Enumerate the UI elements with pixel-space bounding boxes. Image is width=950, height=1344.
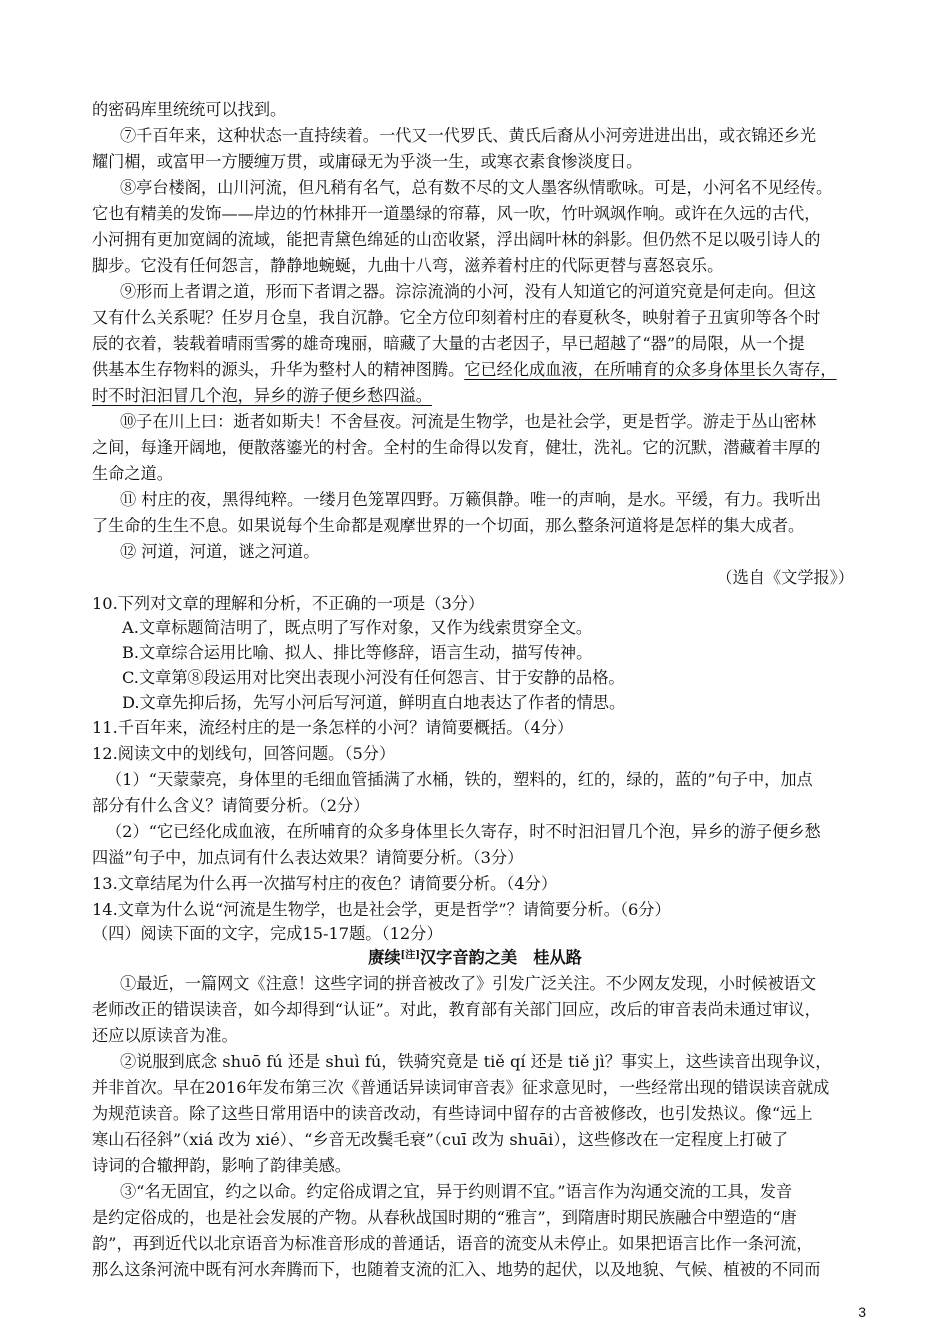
question-14: 14.文章为什么说“河流是生物学，也是社会学，更是哲学”？请简要分析。（6分）: [92, 900, 671, 919]
text-line: 老师改正的错误读音，如今却得到“认证”。对此，教育部有关部门回应，改后的审音表尚未通过审议，: [92, 1000, 821, 1019]
text-line: ⑩子在川上曰：逝者如斯夫！不舍昼夜。河流是生物学，也是社会学，更是哲学。游走于丛山密林: [120, 412, 817, 431]
source-citation: （选自《文学报》）: [716, 568, 854, 587]
text-line: 为规范读音。除了这些日常用语中的读音改动，有些诗词中留存的古音被修改，也引发热议。像“远上: [92, 1104, 813, 1123]
underlined-sentence: 它已经化成血液，在所哺育的众多身体里长久寄存，: [464, 360, 837, 379]
section-heading: （四）阅读下面的文字，完成15-17题。（12分）: [92, 924, 443, 943]
text-line: 并非首次。早在2016年发布第三次《普通话异读词审音表》征求意见时，一些经常出现的错误读音就成: [92, 1078, 830, 1097]
text-line: [92, 358, 837, 382]
text-line: 之间，每逢开阔地，便散落鎏光的村舍。全村的生命得以发育，健壮，洗礼。它的沉默，潜藏着丰厚的: [92, 438, 821, 457]
question-12-part-2: （2）“它已经化成血液，在所哺育的众多身体里长久寄存，时不时汩汩冒几个泡，异乡的游子便乡愁: [106, 822, 821, 841]
text-line: ⑦千百年来，这种状态一直持续着。一代又一代罗氏、黄氏后裔从小河旁进进出出，或衣锦还乡光: [120, 126, 817, 145]
text-line: 辰的衣着，装载着晴雨雪雾的雄奇瑰丽，暗藏了大量的古老因子，早已超越了“器”的局限，从一个提: [92, 334, 805, 353]
text-line: 的密码库里统统可以找到。: [92, 100, 287, 119]
text-line: ⑧亭台楼阁，山川河流，但凡稍有名气，总有数不尽的文人墨客纵情歌咏。可是，小河名不见经传。: [120, 178, 833, 197]
text-line: 韵”，再到近代以北京语音为标准音形成的普通话，语音的流变从未停止。如果把语言比作一条河流，: [92, 1234, 813, 1253]
text-line: 还应以原读音为准。: [92, 1026, 238, 1045]
option-d: D.文章先抑后扬，先写小河后写河道，鲜明直白地表达了作者的情思。: [122, 693, 626, 712]
text-line: 部分有什么含义？请简要分析。（2分）: [92, 796, 370, 815]
title-main: 汉字音韵之美: [419, 948, 518, 967]
text-line: 四溢”句子中，加点词有什么表达效果？请简要分析。（3分）: [92, 848, 524, 867]
text-line: 耀门楣，或富甲一方腰缠万贯，或庸碌无为乎淡一生，或寒衣素食惨淡度日。: [92, 152, 643, 171]
text-line: ⑨形而上者谓之道，形而下者谓之器。淙淙流淌的小河，没有人知道它的河道究竟是何走向。但这: [120, 282, 817, 301]
question-10: 10.下列对文章的理解和分析，不正确的一项是（3分）: [92, 594, 485, 613]
text-line: 诗词的合辙押韵，影响了韵律美感。: [92, 1156, 351, 1175]
text-line: ⑫ 河道，河道，谜之河道。: [120, 542, 320, 561]
text-line: 生命之道。: [92, 464, 173, 483]
text-line: 了生命的生生不息。如果说每个生命都是观摩世界的一个切面，那么整条河道将是怎样的集大成者。: [92, 516, 805, 535]
page-number: 3: [858, 1304, 866, 1320]
question-11: 11.千百年来，流经村庄的是一条怎样的小河？请简要概括。（4分）: [92, 718, 574, 737]
text-segment: 供基本生存物料的源头，升华为整村人的精神图腾。: [92, 360, 465, 379]
text-line: 小河拥有更加宽阔的流域，能把青黛色绵延的山峦收紧，浮出阔叶林的斜影。但仍然不足以吸引诗人的: [92, 230, 821, 249]
article-author: 桂从路: [533, 948, 582, 967]
text-line: ⑪ 村庄的夜，黑得纯粹。一缕月色笼罩四野。万籁俱静。唯一的声响，是水。平缓，有力。我听出: [120, 490, 822, 509]
text-line: 那么这条河流中既有河水奔腾而下，也随着支流的汇入、地势的起伏，以及地貌、气候、植被的不同而: [92, 1260, 821, 1279]
title-prefix: 赓续: [368, 948, 401, 967]
text-line: 它也有精美的发饰——岸边的竹林排开一道墨绿的帘幕，风一吹，竹叶飒飒作响。或许在久远的古代，: [92, 204, 821, 223]
question-12: 12.阅读文中的划线句，回答问题。（5分）: [92, 744, 396, 763]
text-line: 是约定俗成的，也是社会发展的产物。从春秋战国时期的“雅言”，到隋唐时期民族融合中塑造的“唐: [92, 1208, 797, 1227]
text-line: 寒山石径斜”（xiá 改为 xié）、“乡音无改鬓毛衰”（cuī 改为 shuāi），这些修改在一定程度上打破了: [92, 1130, 789, 1149]
footnote-marker: [注]: [400, 950, 420, 961]
text-line: 脚步。它没有任何怨言，静静地蜿蜒，九曲十八弯，滋养着村庄的代际更替与喜怒哀乐。: [92, 256, 724, 275]
text-line: 又有什么关系呢？任岁月仓皇，我自沉静。它全方位印刻着村庄的春夏秋冬，映射着子丑寅卯等各个时: [92, 308, 821, 327]
text-line: ②说服到底念 shuō fú 还是 shuì fú，铁骑究竟是 tiě qí 还是 tiě jì？事实上，这些读音出现争议，: [120, 1052, 832, 1071]
underlined-sentence: 时不时汩汩冒几个泡，异乡的游子便乡愁四溢。: [92, 386, 432, 405]
article-title: [0, 946, 950, 970]
text-line: ①最近，一篇网文《注意！这些字词的拼音被改了》引发广泛关注。不少网友发现，小时候被语文: [120, 974, 817, 993]
option-c: C.文章第⑧段运用对比突出表现小河没有任何怨言、甘于安静的品格。: [122, 668, 625, 687]
question-13: 13.文章结尾为什么再一次描写村庄的夜色？请简要分析。（4分）: [92, 874, 558, 893]
text-line: ③“名无固宜，约之以命。约定俗成谓之宜，异于约则谓不宜。”语言作为沟通交流的工具，发音: [120, 1182, 793, 1201]
option-a: A.文章标题简洁明了，既点明了写作对象，又作为线索贯穿全文。: [122, 618, 593, 637]
option-b: B.文章综合运用比喻、拟人、排比等修辞，语言生动，描写传神。: [122, 643, 593, 662]
question-12-part-1: （1）“天蒙蒙亮，身体里的毛细血管插满了水桶，铁的，塑料的，红的，绿的，蓝的”句子中，加点: [106, 770, 813, 789]
